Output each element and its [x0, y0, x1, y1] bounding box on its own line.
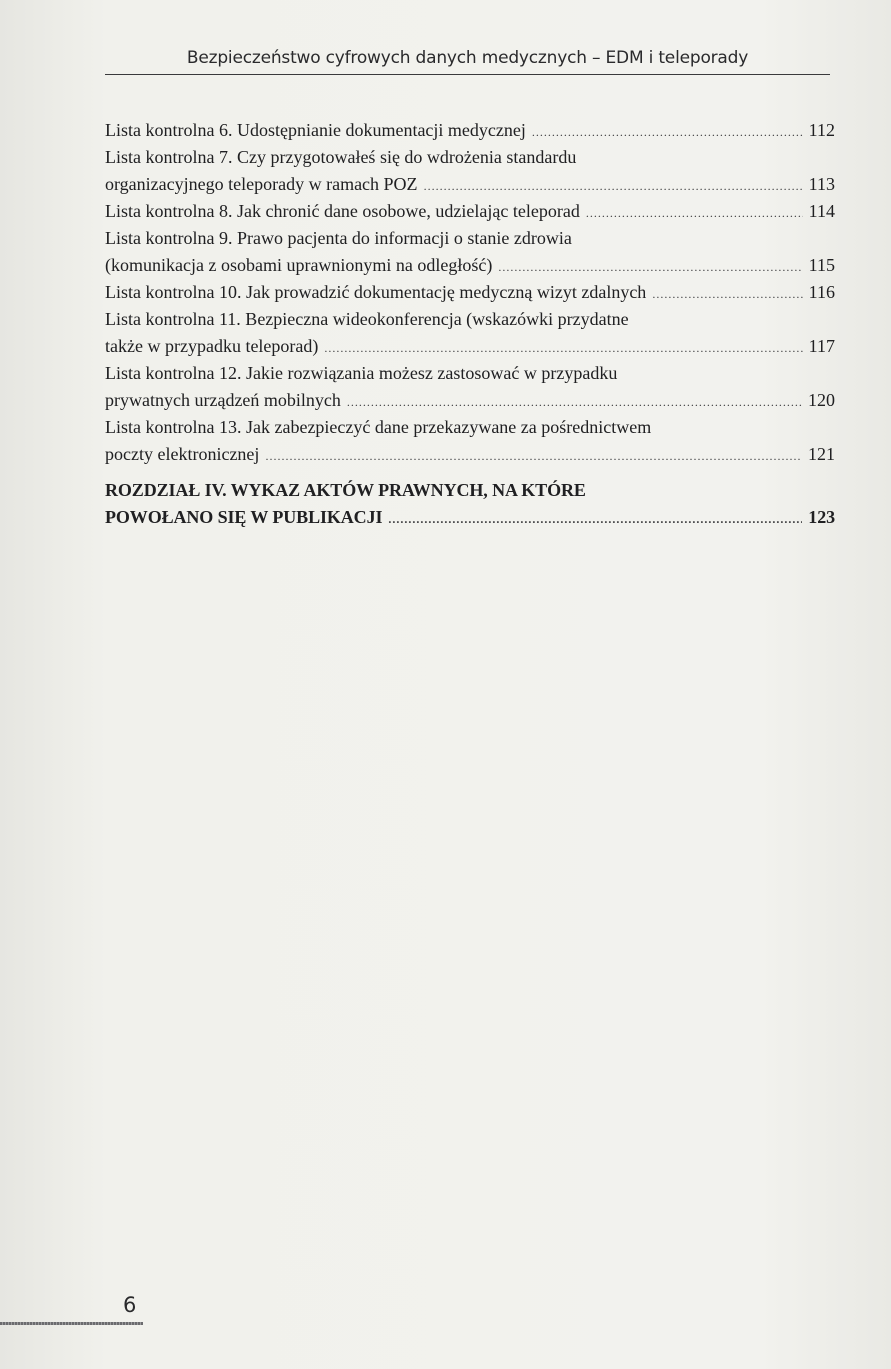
toc-entry[interactable] [105, 144, 835, 198]
dot-leader [498, 254, 802, 281]
toc-entry-line [105, 333, 835, 360]
dot-leader [532, 119, 803, 146]
toc-entry-title-cont: także w przypadku teleporad) [105, 336, 319, 356]
toc-page-number: 120 [808, 390, 835, 410]
toc-entry[interactable] [105, 198, 835, 225]
toc-entry[interactable] [105, 360, 835, 414]
toc-entry-line [105, 198, 835, 225]
toc-page-number: 116 [808, 282, 835, 302]
toc-page-number: 121 [808, 444, 835, 464]
toc-entry-title-cont: prywatnych urządzeń mobilnych [105, 390, 341, 410]
toc-entry[interactable] [105, 117, 835, 144]
running-header: Bezpieczeństwo cyfrowych danych medycznych – EDM i teleporady [186, 48, 749, 68]
toc-entry-line [105, 414, 835, 441]
dot-leader [652, 281, 802, 308]
toc-entry-title: Lista kontrolna 12. Jakie rozwiązania możesz zastosować w przypadku [105, 363, 618, 383]
toc-entry[interactable] [105, 414, 835, 468]
page-number: 6 [123, 1293, 137, 1317]
dot-leader [424, 173, 803, 200]
toc-entry-line [105, 144, 835, 171]
toc-entry-title: Lista kontrolna 10. Jak prowadzić dokumentację medyczną wizyt zdalnych [105, 282, 647, 302]
toc-entry[interactable] [105, 225, 835, 279]
toc-chapter-line [105, 504, 835, 531]
table-of-contents [105, 117, 835, 531]
dot-leader [324, 335, 802, 362]
toc-entry-title: Lista kontrolna 9. Prawo pacjenta do informacji o stanie zdrowia [105, 228, 572, 248]
toc-entry-title: Lista kontrolna 13. Jak zabezpieczyć dane przekazywane za pośrednictwem [105, 417, 652, 437]
toc-entry-title: Lista kontrolna 6. Udostępnianie dokumentacji medycznej [105, 120, 526, 140]
toc-entry-line [105, 279, 835, 306]
toc-entry-line [105, 387, 835, 414]
toc-entry-line [105, 117, 835, 144]
toc-page-number: 112 [808, 120, 835, 140]
toc-chapter-line [105, 477, 835, 504]
dot-leader [347, 389, 802, 416]
toc-entry-line [105, 225, 835, 252]
toc-entry-title: Lista kontrolna 8. Jak chronić dane osobowe, udzielając teleporad [105, 201, 580, 221]
toc-entry-line [105, 360, 835, 387]
toc-chapter-entry[interactable] [105, 477, 835, 531]
header-rule [105, 74, 830, 75]
toc-entry-line [105, 171, 835, 198]
toc-entry-title: Lista kontrolna 7. Czy przygotowałeś się do wdrożenia standardu [105, 147, 577, 167]
toc-entry-line [105, 306, 835, 333]
toc-page-number: 113 [808, 174, 835, 194]
dot-leader [586, 200, 803, 227]
dot-leader [388, 506, 802, 533]
toc-entry[interactable] [105, 279, 835, 306]
toc-entry-title: Lista kontrolna 11. Bezpieczna wideokonferencja (wskazówki przydatne [105, 309, 629, 329]
toc-entry-line [105, 252, 835, 279]
toc-page-number: 114 [808, 201, 835, 221]
toc-page-number: 115 [808, 255, 835, 275]
toc-entry-line [105, 441, 835, 468]
toc-page-number: 123 [808, 507, 835, 527]
toc-entry[interactable] [105, 306, 835, 360]
footer-rule [0, 1322, 143, 1325]
toc-chapter-title-cont: POWOŁANO SIĘ W PUBLIKACJI [105, 507, 383, 527]
toc-chapter-title: ROZDZIAŁ IV. WYKAZ AKTÓW PRAWNYCH, NA KTÓRE [105, 480, 586, 500]
toc-entry-title-cont: poczty elektronicznej [105, 444, 260, 464]
dot-leader [265, 443, 802, 470]
toc-page-number: 117 [808, 336, 835, 356]
toc-entry-title-cont: (komunikacja z osobami uprawnionymi na odległość) [105, 255, 493, 275]
toc-entry-title-cont: organizacyjnego teleporady w ramach POZ [105, 174, 418, 194]
